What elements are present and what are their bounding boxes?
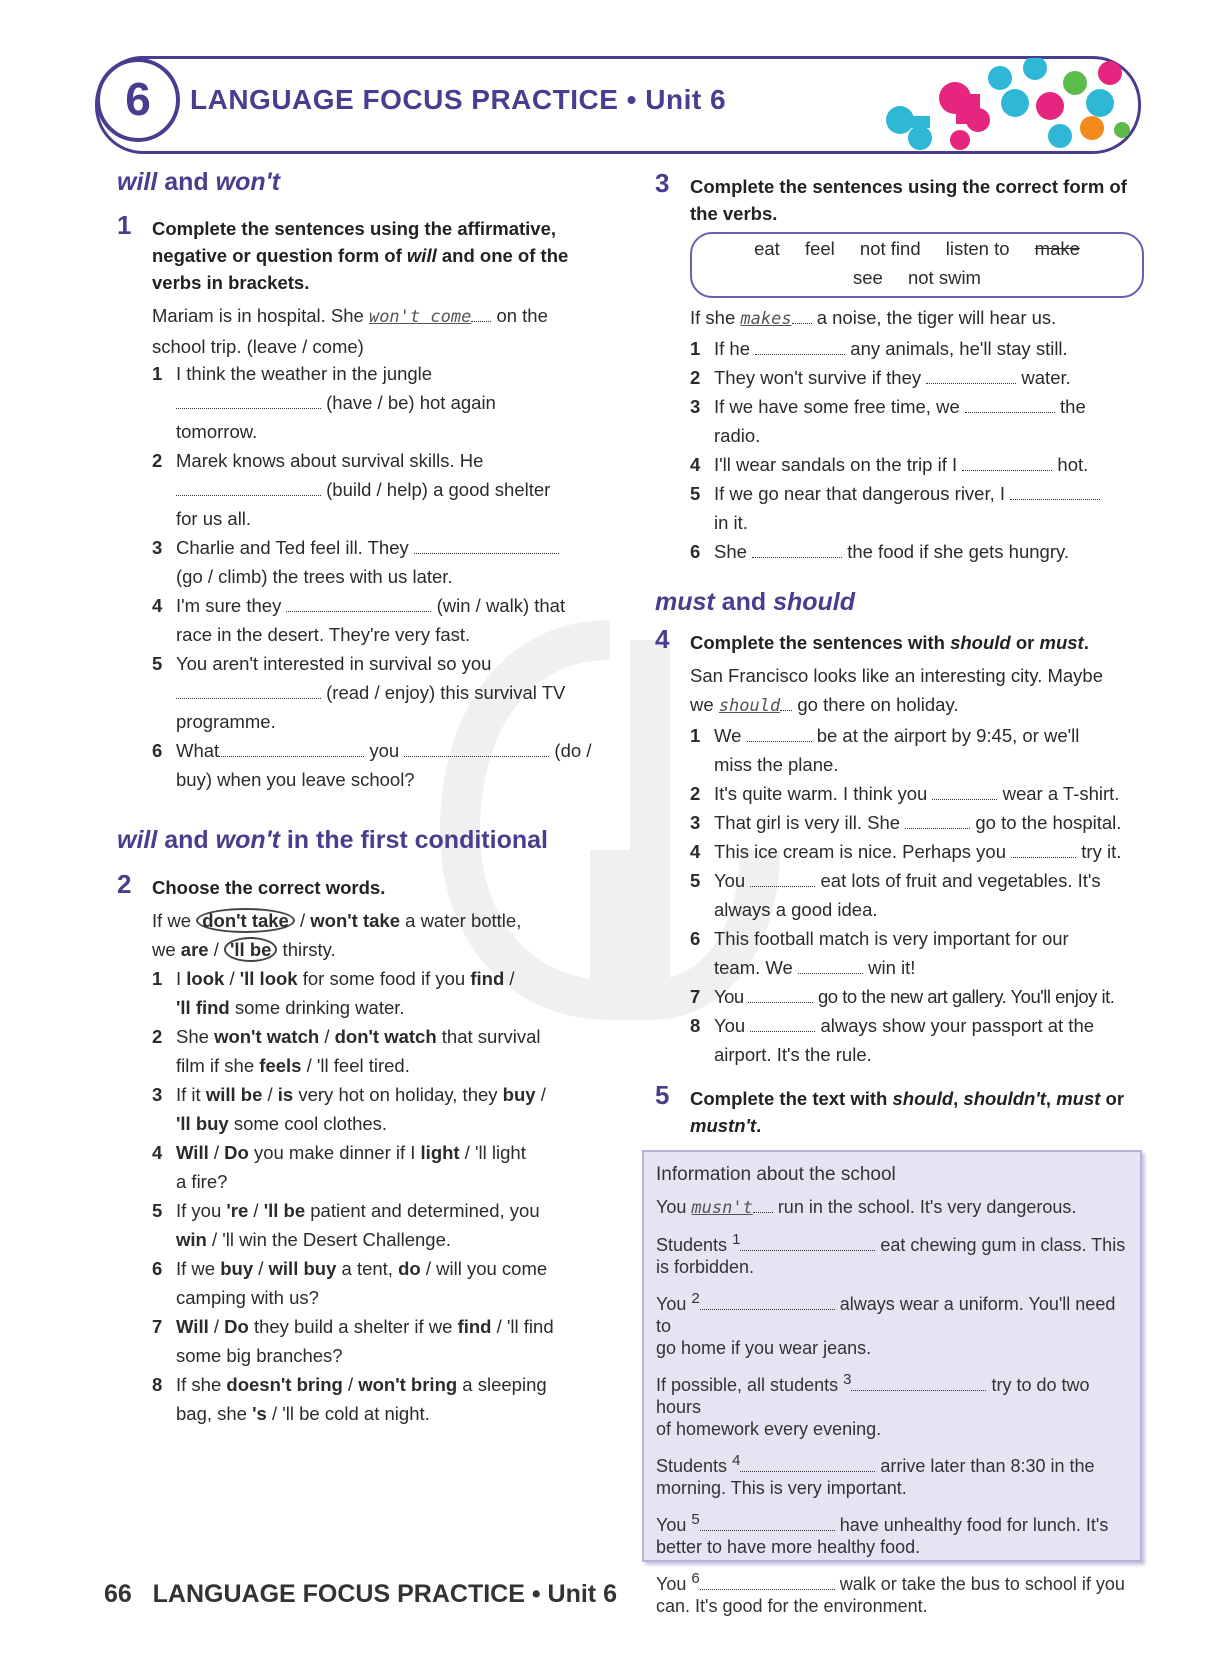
unit-number-badge: 6 <box>96 58 180 142</box>
word-choice[interactable]: do <box>398 1258 421 1279</box>
item-number: 5 <box>152 1200 163 1221</box>
sentence-text: / <box>224 968 240 989</box>
page-number: 66 <box>104 1580 132 1608</box>
answer-blank[interactable] <box>748 988 813 1003</box>
section-title-must-should: must and should <box>655 588 856 616</box>
answer-blank[interactable] <box>286 597 431 612</box>
word-option: feel <box>804 238 835 259</box>
sentence-text: I <box>176 968 187 989</box>
answer-blank[interactable] <box>700 1516 835 1531</box>
ex2-item-line <box>152 1312 554 1341</box>
sentence-text: some drinking water. <box>229 997 405 1018</box>
answer-blank[interactable] <box>1011 843 1076 858</box>
word-option: not swim <box>907 267 981 288</box>
sentence-text: some big branches? <box>176 1345 343 1366</box>
ex2-item-line <box>152 1022 554 1051</box>
sentence-text: / <box>208 1142 225 1163</box>
sentence-text: a sleeping <box>457 1374 547 1395</box>
item-number: 2 <box>152 1026 163 1047</box>
exercise-2-example: If we don't take / won't take a water bottle, we are / 'll be thirsty. <box>152 910 522 960</box>
word-choice[interactable]: 'll look <box>239 968 298 989</box>
exercise-1-example: Mariam is in hospital. She won't come on the school trip. (leave / come) <box>152 305 548 357</box>
word-choice[interactable]: 's <box>252 1403 267 1424</box>
ex2-item-line <box>152 1225 554 1254</box>
sentence-text: She <box>176 1026 215 1047</box>
sentence-text: very hot on holiday, they <box>293 1084 503 1105</box>
answer-blank[interactable] <box>414 539 559 554</box>
word-choice[interactable]: Do <box>224 1142 249 1163</box>
exercise-1-items: 1 I think the weather in the jungle (have / be) hot again tomorrow. 2 Marek knows about survival skills. He (build / help) a good shelter for us all. 3 Charlie and Ted feel ill. They (go / climb) the trees with us later. 4 I'm sure they (win / walk) that race in the desert. They're very fast. 5 You aren't interested in survival so you (read / enjoy) this survival TV programme. 6 What you (do / buy) when you leave school? <box>152 363 592 790</box>
item-number: 6 <box>152 1258 163 1279</box>
exercise-2-instruction: Choose the correct words. <box>152 877 386 898</box>
sentence-text: you make dinner if I <box>248 1142 421 1163</box>
word-option: listen to <box>945 238 1010 259</box>
sentence-text: / 'll light <box>459 1142 526 1163</box>
sentence-text: film if she <box>176 1055 260 1076</box>
word-choice[interactable]: find <box>470 968 505 989</box>
exercise-5-instruction: Complete the text with should, shouldn't, must or mustn't. <box>690 1088 1125 1136</box>
sentence-text: bag, she <box>176 1403 253 1424</box>
word-choice[interactable]: light <box>420 1142 460 1163</box>
item-number: 4 <box>152 1142 163 1163</box>
answer-blank[interactable] <box>962 456 1052 471</box>
answer-blank[interactable] <box>176 684 321 699</box>
word-choice[interactable]: 'll find <box>176 997 230 1018</box>
footer-title: LANGUAGE FOCUS PRACTICE • Unit 6 <box>152 1580 617 1608</box>
exercise-number: 5 <box>655 1080 670 1110</box>
ex2-item-line <box>152 1080 554 1109</box>
example-answer: won't come <box>368 307 472 327</box>
answer-blank[interactable] <box>176 481 321 496</box>
exercise-number: 1 <box>117 210 132 240</box>
word-choice[interactable]: won't watch <box>214 1026 320 1047</box>
ex2-item-line <box>152 993 554 1022</box>
exercise-3-items: If she makes a noise, the tiger will hear us. 1 If he any animals, he'll stay still. 2 They won't survive if they water. 3 If we have some free time, we the radio. 4 I'll wear sandals on the trip if I hot. 5 If we go near that dangerous river, I in it. 6 She the food if she gets hungry. <box>690 303 1100 566</box>
word-option: eat <box>754 238 780 259</box>
ex2-item-line <box>152 1370 554 1399</box>
sentence-text: If you <box>176 1200 227 1221</box>
sentence-text: that survival <box>436 1026 541 1047</box>
sentence-text: If it <box>176 1084 206 1105</box>
word-choice[interactable]: win <box>176 1229 207 1250</box>
page-footer <box>104 1580 617 1609</box>
answer-blank[interactable] <box>404 742 549 757</box>
word-choice[interactable]: don't watch <box>334 1026 437 1047</box>
answer-blank[interactable] <box>740 1236 875 1251</box>
sentence-text: they build a shelter if we <box>248 1316 458 1337</box>
sentence-text: / <box>253 1258 269 1279</box>
word-choice[interactable]: will be <box>205 1084 263 1105</box>
ex2-item-line <box>152 964 554 993</box>
school-info-box: Information about the school You musn't run in the school. It's very dangerous. Students $^1$ eat chewing gum in class. This is forbidden. You $^2$ always wear a uniform. You'll need to go home if you wear jeans. If possible, all students $^3$ try to do two hours of homework every evening. Students $^4$ arrive later than 8:30 in the morning. This is very important. You $^5$ have unhealthy food for lunch. It's better to have more healthy food. You $^6$ walk or take the bus to school if you can. It's good for the environment. <box>642 1150 1142 1562</box>
exercise-number: 2 <box>117 869 132 899</box>
sentence-text: If we <box>176 1258 221 1279</box>
word-choice[interactable]: Will <box>176 1316 209 1337</box>
answer-blank[interactable] <box>750 1017 815 1032</box>
ex2-item-line <box>152 1283 554 1312</box>
word-option: not find <box>859 238 921 259</box>
ex2-item-line <box>152 1167 554 1196</box>
answer-blank[interactable] <box>932 785 997 800</box>
answer-blank[interactable] <box>798 959 863 974</box>
sentence-text: some cool clothes. <box>228 1113 388 1134</box>
decorative-molecule-graphic <box>860 58 1132 150</box>
item-number: 1 <box>152 968 163 989</box>
sentence-text: / 'll find <box>491 1316 554 1337</box>
word-choice[interactable]: Do <box>224 1316 249 1337</box>
sentence-text: a tent, <box>336 1258 399 1279</box>
word-choice[interactable]: won't bring <box>358 1374 458 1395</box>
sentence-text: / will you come <box>420 1258 548 1279</box>
ex2-item-line <box>152 1254 554 1283</box>
item-number: 3 <box>152 1084 163 1105</box>
answer-blank[interactable] <box>700 1575 835 1590</box>
sentence-text: / <box>535 1084 546 1105</box>
sentence-text: / <box>248 1200 264 1221</box>
exercise-number: 4 <box>655 624 670 654</box>
ex2-item-line <box>152 1196 554 1225</box>
exercise-number: 3 <box>655 168 670 198</box>
word-choice[interactable]: buy <box>502 1084 536 1105</box>
word-choice[interactable]: will buy <box>268 1258 337 1279</box>
exercise-2-items <box>152 964 554 1428</box>
ex2-item-line <box>152 1051 554 1080</box>
sentence-text: patient and determined, you <box>305 1200 540 1221</box>
answer-blank[interactable] <box>905 814 970 829</box>
word-choice[interactable]: is <box>277 1084 294 1105</box>
sentence-text: / 'll win the Desert Challenge. <box>206 1229 451 1250</box>
word-choice[interactable]: look <box>186 968 225 989</box>
answer-blank[interactable] <box>219 742 364 757</box>
sentence-text: / <box>504 968 515 989</box>
answer-blank[interactable] <box>740 1457 875 1472</box>
answer-blank[interactable] <box>176 394 321 409</box>
ex2-item-line <box>152 1341 554 1370</box>
example-answer: musn't <box>691 1198 753 1218</box>
answer-blank[interactable] <box>755 340 845 355</box>
sentence-text: / <box>342 1374 359 1395</box>
word-option: see <box>853 267 883 288</box>
answer-blank[interactable] <box>752 543 842 558</box>
exercise-3-instruction: Complete the sentences using the correct form of the verbs. <box>690 176 1127 224</box>
word-choice[interactable]: 'll buy <box>176 1113 229 1134</box>
ex2-item-line <box>152 1138 554 1167</box>
sentence-text: / 'll be cold at night. <box>266 1403 430 1424</box>
answer-blank[interactable] <box>851 1376 986 1391</box>
sentence-text: / 'll feel tired. <box>301 1055 410 1076</box>
sentence-text: If she <box>176 1374 227 1395</box>
section-title-first-conditional: will and won't in the first conditional <box>117 826 548 854</box>
word-choice[interactable]: 'll be <box>263 1200 306 1221</box>
answer-blank[interactable] <box>700 1295 835 1310</box>
section-title-will-wont: will and won't <box>117 168 280 196</box>
word-choice[interactable]: buy <box>220 1258 254 1279</box>
answer-blank[interactable] <box>747 727 812 742</box>
answer-blank[interactable] <box>926 369 1016 384</box>
sentence-text: a fire? <box>176 1171 228 1192</box>
sentence-text: for some food if you <box>297 968 471 989</box>
word-choice[interactable]: find <box>457 1316 492 1337</box>
example-answer: makes <box>740 309 792 329</box>
word-box <box>690 232 1144 298</box>
item-number: 8 <box>152 1374 163 1395</box>
exercise-4-items: San Francisco looks like an interesting city. Maybe we should go there on holiday. 1 We be at the airport by 9:45, or we'll miss the plane. 2 It's quite warm. I think you wear a T-shirt. 3 That girl is very ill. She go to the hospital. 4 This ice cream is nice. Perhaps you try it. 5 You eat lots of fruit and vegetables. It's always a good idea. 6 This football match is very important for our team. We win it! 7 You go to the new art gallery. You'll enjoy it. 8 You always show your passport at the airport. It's the rule. <box>690 665 1122 1065</box>
item-number: 7 <box>152 1316 163 1337</box>
ex2-item-line <box>152 1109 554 1138</box>
word-choice[interactable]: doesn't bring <box>226 1374 343 1395</box>
exercise-1-instruction: Complete the sentences using the affirmative, negative or question form of will and one of the verbs in brackets. <box>152 218 569 293</box>
sentence-text: camping with us? <box>176 1287 319 1308</box>
word-choice[interactable]: 're <box>226 1200 249 1221</box>
exercise-4-instruction: Complete the sentences with should or must. <box>690 632 1089 653</box>
example-answer: should <box>718 696 781 716</box>
answer-blank[interactable] <box>965 398 1055 413</box>
page-title: LANGUAGE FOCUS PRACTICE • Unit 6 <box>190 84 727 115</box>
sentence-text: / <box>262 1084 278 1105</box>
sentence-text: / <box>319 1026 335 1047</box>
info-box-title: Information about the school <box>656 1164 896 1185</box>
word-choice[interactable]: Will <box>176 1142 209 1163</box>
word-option-used: make <box>1034 238 1080 259</box>
ex2-item-line <box>152 1399 554 1428</box>
word-choice[interactable]: feels <box>259 1055 302 1076</box>
answer-blank[interactable] <box>750 872 815 887</box>
sentence-text: / <box>208 1316 225 1337</box>
answer-blank[interactable] <box>1010 485 1100 500</box>
